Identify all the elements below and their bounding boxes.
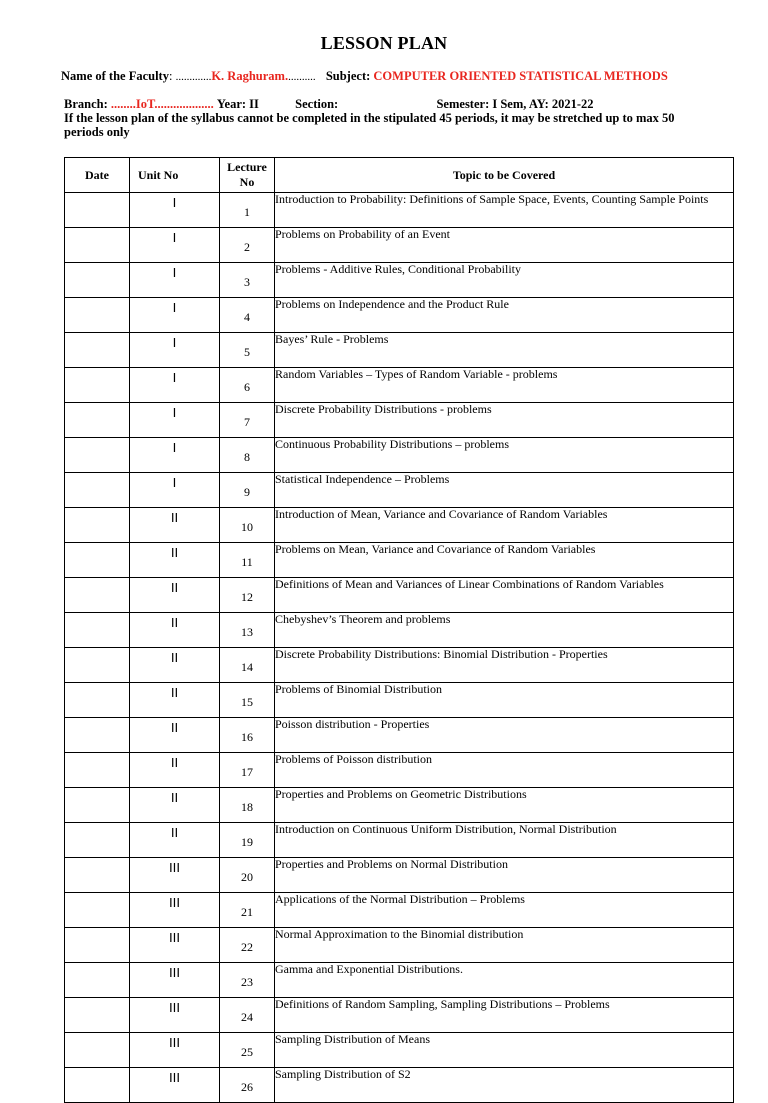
table-cell-topic: Properties and Problems on Normal Distribution bbox=[275, 858, 734, 893]
table-cell-date bbox=[65, 998, 130, 1033]
table-row bbox=[65, 403, 734, 438]
header-lecture: Lecture No bbox=[220, 158, 275, 193]
faculty-name: K. Raghuram. bbox=[211, 69, 289, 83]
branch-line bbox=[64, 97, 594, 112]
table-cell-unit: II bbox=[130, 718, 220, 753]
table-cell-unit: I bbox=[130, 403, 220, 438]
faculty-dots-before: ............. bbox=[175, 71, 212, 83]
table-cell-lecture: 18 bbox=[220, 788, 275, 823]
table-cell-unit: II bbox=[130, 788, 220, 823]
table-cell-date bbox=[65, 543, 130, 578]
table-row bbox=[65, 333, 734, 368]
table-cell-date bbox=[65, 648, 130, 683]
table-cell-topic: Problems - Additive Rules, Conditional Probability bbox=[275, 263, 734, 298]
table-row bbox=[65, 578, 734, 613]
table-row bbox=[65, 788, 734, 823]
table-cell-lecture: 21 bbox=[220, 893, 275, 928]
table-cell-lecture: 9 bbox=[220, 473, 275, 508]
table-cell-date bbox=[65, 823, 130, 858]
table-cell-topic: Discrete Probability Distributions - problems bbox=[275, 403, 734, 438]
table-row bbox=[65, 508, 734, 543]
table-row bbox=[65, 1068, 734, 1103]
table-cell-lecture: 1 bbox=[220, 193, 275, 228]
table-cell-topic: Applications of the Normal Distribution – Problems bbox=[275, 893, 734, 928]
table-row bbox=[65, 438, 734, 473]
table-cell-topic: Statistical Independence – Problems bbox=[275, 473, 734, 508]
table-cell-lecture: 26 bbox=[220, 1068, 275, 1103]
table-row bbox=[65, 718, 734, 753]
table-row bbox=[65, 1033, 734, 1068]
table-cell-unit: I bbox=[130, 333, 220, 368]
table-cell-topic: Sampling Distribution of S2 bbox=[275, 1068, 734, 1103]
table-cell-date bbox=[65, 1068, 130, 1103]
table-cell-lecture: 17 bbox=[220, 753, 275, 788]
table-cell-unit: III bbox=[130, 893, 220, 928]
table-cell-unit: III bbox=[130, 963, 220, 998]
table-cell-topic: Problems on Independence and the Product Rule bbox=[275, 298, 734, 333]
table-cell-unit: III bbox=[130, 928, 220, 963]
faculty-label: Name of the Faculty bbox=[61, 69, 169, 83]
table-cell-date bbox=[65, 893, 130, 928]
table-cell-date bbox=[65, 683, 130, 718]
table-cell-date bbox=[65, 963, 130, 998]
table-cell-topic: Problems on Probability of an Event bbox=[275, 228, 734, 263]
table-row bbox=[65, 753, 734, 788]
table-cell-date bbox=[65, 753, 130, 788]
header-topic: Topic to be Covered bbox=[275, 158, 734, 193]
table-cell-topic: Continuous Probability Distributions – problems bbox=[275, 438, 734, 473]
table-cell-lecture: 2 bbox=[220, 228, 275, 263]
table-cell-unit: I bbox=[130, 228, 220, 263]
table-cell-lecture: 25 bbox=[220, 1033, 275, 1068]
table-cell-topic: Definitions of Random Sampling, Sampling Distributions – Problems bbox=[275, 998, 734, 1033]
table-cell-date bbox=[65, 578, 130, 613]
table-cell-lecture: 19 bbox=[220, 823, 275, 858]
table-cell-date bbox=[65, 1033, 130, 1068]
table-cell-date bbox=[65, 333, 130, 368]
table-cell-unit: II bbox=[130, 683, 220, 718]
table-cell-date bbox=[65, 613, 130, 648]
table-cell-lecture: 13 bbox=[220, 613, 275, 648]
lesson-plan-table bbox=[64, 157, 734, 1103]
table-cell-date bbox=[65, 718, 130, 753]
table-cell-lecture: 11 bbox=[220, 543, 275, 578]
table-row bbox=[65, 473, 734, 508]
table-cell-topic: Random Variables – Types of Random Variable - problems bbox=[275, 368, 734, 403]
table-row bbox=[65, 928, 734, 963]
table-cell-unit: III bbox=[130, 1068, 220, 1103]
table-cell-unit: II bbox=[130, 753, 220, 788]
table-row bbox=[65, 193, 734, 228]
table-row bbox=[65, 683, 734, 718]
table-cell-topic: Problems on Mean, Variance and Covariance of Random Variables bbox=[275, 543, 734, 578]
table-cell-unit: I bbox=[130, 193, 220, 228]
table-row bbox=[65, 543, 734, 578]
branch-dots-before: ........ bbox=[110, 97, 136, 111]
table-cell-lecture: 24 bbox=[220, 998, 275, 1033]
table-cell-date bbox=[65, 368, 130, 403]
table-header-row bbox=[65, 158, 734, 193]
table-cell-lecture: 8 bbox=[220, 438, 275, 473]
table-row bbox=[65, 963, 734, 998]
faculty-subject-line bbox=[61, 69, 668, 84]
table-row bbox=[65, 298, 734, 333]
table-cell-unit: II bbox=[130, 543, 220, 578]
table-cell-unit: I bbox=[130, 438, 220, 473]
table-cell-date bbox=[65, 788, 130, 823]
table-cell-date bbox=[65, 508, 130, 543]
table-cell-topic: Problems of Poisson distribution bbox=[275, 753, 734, 788]
table-cell-lecture: 14 bbox=[220, 648, 275, 683]
table-cell-topic: Normal Approximation to the Binomial distribution bbox=[275, 928, 734, 963]
table-cell-lecture: 20 bbox=[220, 858, 275, 893]
table-cell-date bbox=[65, 438, 130, 473]
branch-dots-after: ................... bbox=[154, 97, 214, 111]
table-cell-unit: II bbox=[130, 613, 220, 648]
stretch-note: If the lesson plan of the syllabus cannot be completed in the stipulated 45 periods, it may be stretched up to max 50 periods only bbox=[64, 111, 675, 139]
table-cell-unit: II bbox=[130, 823, 220, 858]
table-cell-lecture: 10 bbox=[220, 508, 275, 543]
table-cell-unit: I bbox=[130, 473, 220, 508]
table-cell-date bbox=[65, 193, 130, 228]
table-row bbox=[65, 263, 734, 298]
table-row bbox=[65, 998, 734, 1033]
table-cell-unit: III bbox=[130, 998, 220, 1033]
table-cell-topic: Poisson distribution - Properties bbox=[275, 718, 734, 753]
table-cell-unit: I bbox=[130, 368, 220, 403]
table-cell-unit: II bbox=[130, 508, 220, 543]
header-unit: Unit No bbox=[130, 158, 220, 193]
faculty-colon: : bbox=[168, 69, 173, 83]
table-row bbox=[65, 893, 734, 928]
table-cell-topic: Sampling Distribution of Means bbox=[275, 1033, 734, 1068]
subject-label: Subject: bbox=[325, 69, 371, 83]
table-cell-date bbox=[65, 473, 130, 508]
table-cell-lecture: 22 bbox=[220, 928, 275, 963]
branch-value: IoT bbox=[135, 97, 155, 111]
table-row bbox=[65, 228, 734, 263]
table-row bbox=[65, 858, 734, 893]
table-cell-lecture: 12 bbox=[220, 578, 275, 613]
table-cell-unit: I bbox=[130, 298, 220, 333]
table-cell-date bbox=[65, 298, 130, 333]
table-cell-topic: Discrete Probability Distributions: Binomial Distribution - Properties bbox=[275, 648, 734, 683]
table-cell-topic: Introduction on Continuous Uniform Distribution, Normal Distribution bbox=[275, 823, 734, 858]
table-cell-topic: Properties and Problems on Geometric Distributions bbox=[275, 788, 734, 823]
table-cell-date bbox=[65, 858, 130, 893]
table-cell-date bbox=[65, 928, 130, 963]
table-cell-topic: Bayes’ Rule - Problems bbox=[275, 333, 734, 368]
table-cell-date bbox=[65, 228, 130, 263]
table-cell-topic: Introduction of Mean, Variance and Covariance of Random Variables bbox=[275, 508, 734, 543]
table-cell-lecture: 7 bbox=[220, 403, 275, 438]
section-label: Section: bbox=[295, 97, 339, 111]
year-label: Year: II bbox=[216, 97, 259, 111]
table-cell-topic: Introduction to Probability: Definitions of Sample Space, Events, Counting Sample Points bbox=[275, 193, 734, 228]
table-row bbox=[65, 368, 734, 403]
semester-label: Semester: I Sem, AY: 2021-22 bbox=[436, 97, 594, 111]
table-cell-unit: II bbox=[130, 578, 220, 613]
branch-label: Branch: bbox=[64, 97, 108, 111]
table-cell-date bbox=[65, 263, 130, 298]
table-cell-lecture: 3 bbox=[220, 263, 275, 298]
table-cell-date bbox=[65, 403, 130, 438]
header-date: Date bbox=[65, 158, 130, 193]
faculty-dots-after: .......... bbox=[288, 71, 316, 83]
table-cell-lecture: 6 bbox=[220, 368, 275, 403]
table-cell-unit: II bbox=[130, 648, 220, 683]
table-cell-unit: III bbox=[130, 858, 220, 893]
table-cell-lecture: 15 bbox=[220, 683, 275, 718]
table-cell-topic: Chebyshev’s Theorem and problems bbox=[275, 613, 734, 648]
table-cell-unit: III bbox=[130, 1033, 220, 1068]
table-cell-unit: I bbox=[130, 263, 220, 298]
table-cell-topic: Definitions of Mean and Variances of Linear Combinations of Random Variables bbox=[275, 578, 734, 613]
table-row bbox=[65, 613, 734, 648]
table-cell-lecture: 16 bbox=[220, 718, 275, 753]
table-cell-lecture: 4 bbox=[220, 298, 275, 333]
table-cell-topic: Gamma and Exponential Distributions. bbox=[275, 963, 734, 998]
table-cell-lecture: 23 bbox=[220, 963, 275, 998]
table-row bbox=[65, 823, 734, 858]
page-title: LESSON PLAN bbox=[320, 33, 448, 53]
table-cell-topic: Problems of Binomial Distribution bbox=[275, 683, 734, 718]
table-cell-lecture: 5 bbox=[220, 333, 275, 368]
table-row bbox=[65, 648, 734, 683]
subject-value: COMPUTER ORIENTED STATISTICAL METHODS bbox=[373, 69, 668, 83]
